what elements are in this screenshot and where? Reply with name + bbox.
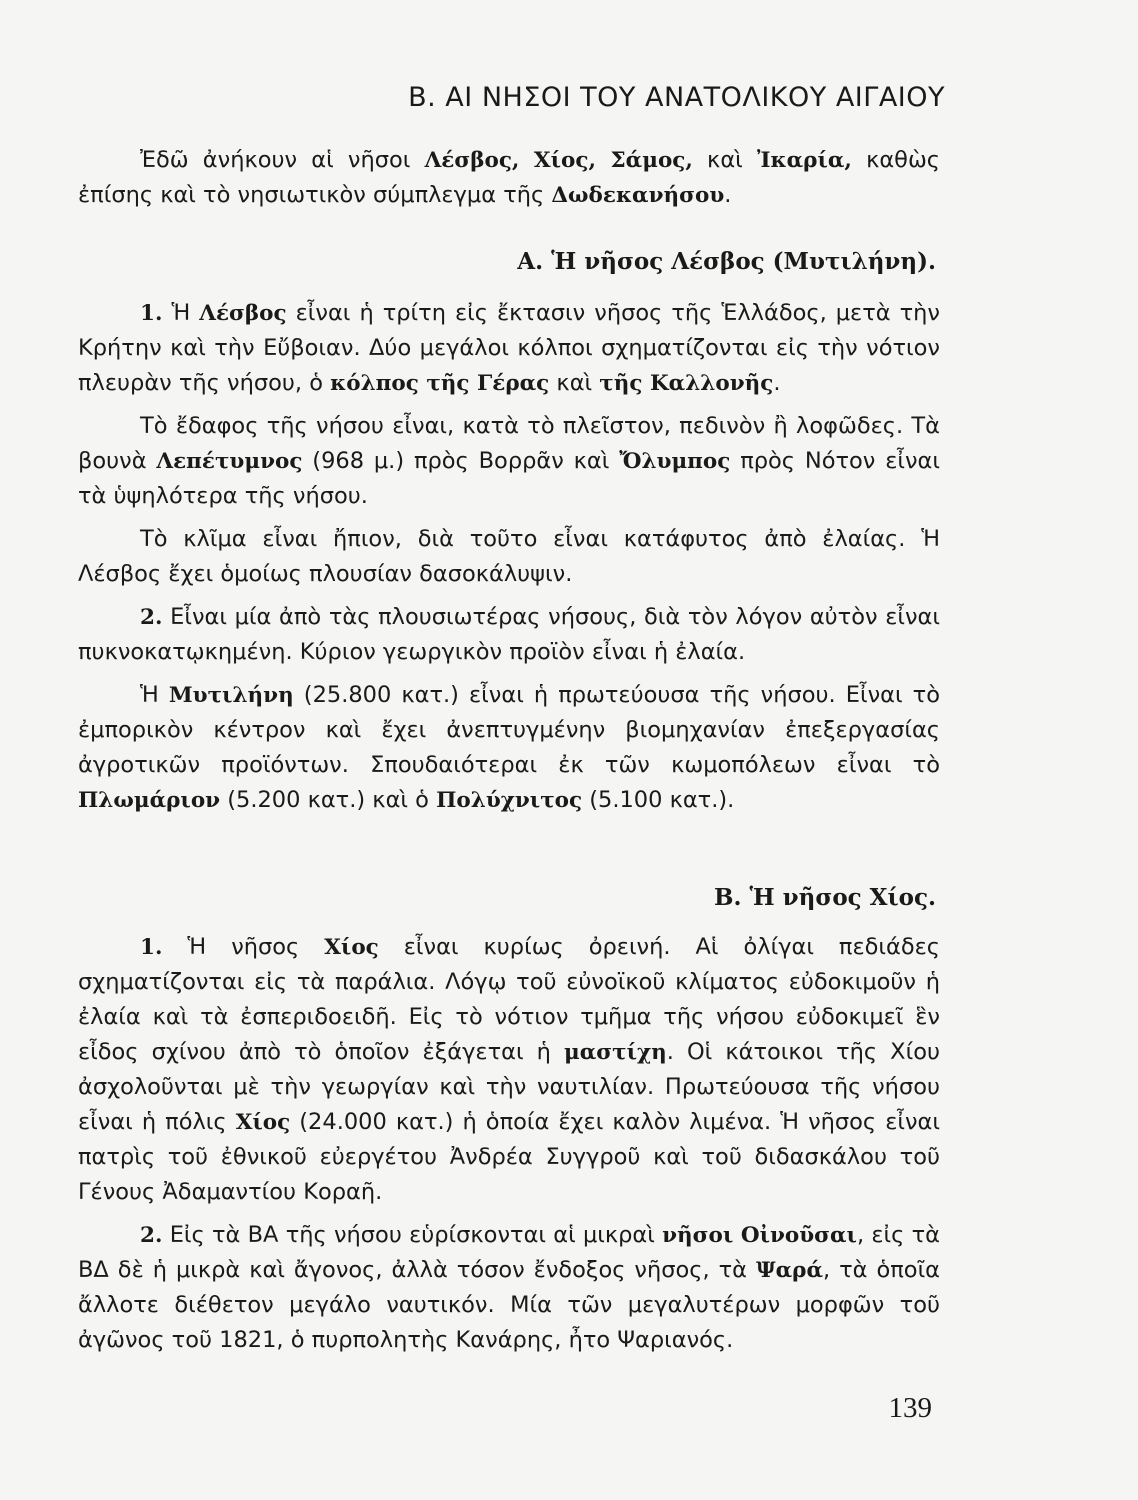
text-run: Ἡ [162,300,200,326]
bold-term: Πολύχνιτος [436,788,583,813]
bold-term: Δωδεκανήσου [551,183,725,208]
paragraph [78,678,940,818]
paragraph-number: 1. [140,935,163,960]
text-run: (968 μ.) πρὸς Βορρᾶν καὶ [302,448,620,474]
intro-block [78,143,940,213]
bold-term: τῆς Καλλονῆς [599,371,774,396]
bold-term: Ἰκαρία, [756,148,852,173]
text-run: Εἰς τὰ ΒΑ τῆς νήσου εὑρίσκονται αἱ μικραὶ [162,1222,663,1248]
text-run: , εἰς τὰ ΒΔ δὲ ἡ μικρὰ καὶ ἄγονος, ἀλλὰ τόσον ἔνδοξος νῆσος, τὰ [78,1222,940,1283]
bold-term: Πλωμάριον [78,788,221,813]
bold-term: νῆσοι Οἰνοῦσαι [662,1223,857,1248]
page-number: 139 [888,1392,932,1424]
section-b-body [78,930,940,1358]
bold-term: Μυτιλήνη [168,683,294,708]
text-run: καθὼς ἐπίσης καὶ τὸ νησιωτικὸν σύμπλεγμα τῆς [78,147,940,208]
paragraph [78,600,940,670]
text-run: (5.100 κατ.). [582,787,735,813]
paragraph [78,1218,940,1358]
paragraph [78,930,940,1210]
bold-term: Λέσβος [199,301,287,326]
bold-term: Ὄλυμπος [619,449,731,474]
text-run: . [724,182,732,208]
text-run: (5.200 κατ.) καὶ ὁ [220,787,437,813]
text-run: πρὸς Νότον εἶναι τὰ ὑψηλότερα τῆς νήσου. [78,448,940,509]
text-run: Τὸ ἔδαφος τῆς νήσου εἶναι, κατὰ τὸ πλεῖστον, πεδινὸν ἢ λοφῶδες. Τὰ βουνὰ [78,413,940,474]
chapter-title: Β. ΑΙ ΝΗΣΟΙ ΤΟΥ ΑΝΑΤΟΛΙΚΟΥ ΑΙΓΑΙΟΥ [408,82,945,113]
bold-term: μαστίχη [563,1040,667,1065]
section-b-heading: Β. Ἡ νῆσος Χίος. [714,884,936,911]
text-run: Ἐδῶ ἀνήκουν αἱ νῆσοι [140,147,425,173]
paragraph [78,409,940,514]
bold-term: Λεπέτυμνος [156,449,303,474]
paragraph-number: 2. [140,605,163,630]
text-run: εἶναι κυρίως ὀρεινή. Αἱ ὀλίγαι πεδιάδες σχηματίζονται εἰς τὰ παράλια. Λόγῳ τοῦ εὐνοϊκοῦ κλίματος εὐδοκιμοῦν ἡ ἐλαία καὶ τὰ ἐσπεριδοειδῆ. Εἰς τὸ νότιον τμῆμα τῆς νήσου εὐδοκιμεῖ ἓν εἶδος σχίνου ἀπὸ τὸ ὁποῖον ἐξάγεται ἡ [78,934,940,1065]
text-run: καὶ [692,147,757,173]
bold-term: Χίος [324,935,379,960]
text-run: (25.800 κατ.) εἶναι ἡ πρωτεύουσα τῆς νήσου. Εἶναι τὸ ἐμπορικὸν κέντρον καὶ ἔχει ἀνεπτυγμένην βιομηχανίαν ἐπεξεργασίας ἀγροτικῶν προϊόντων. Σπουδαιότεραι ἐκ τῶν κωμοπόλεων εἶναι τὸ [78,682,940,778]
bold-term: Χίος [235,1110,291,1135]
intro-paragraph [78,143,940,213]
section-a-body [78,296,940,818]
text-run: εἶναι ἡ τρίτη εἰς ἔκτασιν νῆσος τῆς Ἑλλάδος, μετὰ τὴν Κρήτην καὶ τὴν Εὔβοιαν. Δύο μεγάλοι κόλποι σχηματίζονται εἰς τὴν νότιον πλευρὰν τῆς νήσου, ὁ [78,300,940,396]
text-run: . [773,370,781,396]
section-a-heading: Α. Ἡ νῆσος Λέσβος (Μυτιλήνη). [517,248,936,275]
text-run: , τὰ ὁποῖα ἄλλοτε διέθετον μεγάλο ναυτικόν. Μία τῶν μεγαλυτέρων μορφῶν τοῦ ἀγῶνος τοῦ 1821, ὁ πυρπολητὴς Κανάρης, ἦτο Ψαριανός. [78,1257,941,1353]
text-run: καὶ [549,370,600,396]
text-run: (24.000 κατ.) ἡ ὁποία ἔχει καλὸν λιμένα. Ἡ νῆσος εἶναι πατρὶς τοῦ ἐθνικοῦ εὐεργέτου Ἀνδρέα Συγγροῦ καὶ τοῦ διδασκάλου τοῦ Γένους Ἀδαμαντίου Κοραῆ. [78,1109,940,1205]
text-run: . Οἱ κάτοικοι τῆς Χίου ἀσχολοῦνται μὲ τὴν γεωργίαν καὶ τὴν ναυτιλίαν. Πρωτεύουσα τῆς νήσου εἶναι ἡ πόλις [78,1039,940,1135]
bold-term: Ψαρά [755,1258,823,1283]
text-run: Εἶναι μία ἀπὸ τὰς πλουσιωτέρας νήσους, διὰ τὸν λόγον αὐτὸν εἶναι πυκνοκατῳκημένη. Κύριον γεωργικὸν προϊὸν εἶναι ἡ ἐλαία. [78,604,940,665]
paragraph-number: 2. [140,1223,163,1248]
paragraph-number: 1. [140,301,163,326]
paragraph [78,296,940,401]
paragraph: Τὸ κλῖμα εἶναι ἤπιον, διὰ τοῦτο εἶναι κατάφυτος ἀπὸ ἐλαίας. Ἡ Λέσβος ἔχει ὁμοίως πλουσίαν δασοκάλυψιν. [78,526,940,587]
bold-term: κόλπος τῆς Γέρας [330,371,550,396]
text-run: Ἡ [140,682,169,708]
bold-term: Λέσβος, Χίος, Σάμος, [424,148,693,173]
text-run: Ἡ νῆσος [162,934,325,960]
